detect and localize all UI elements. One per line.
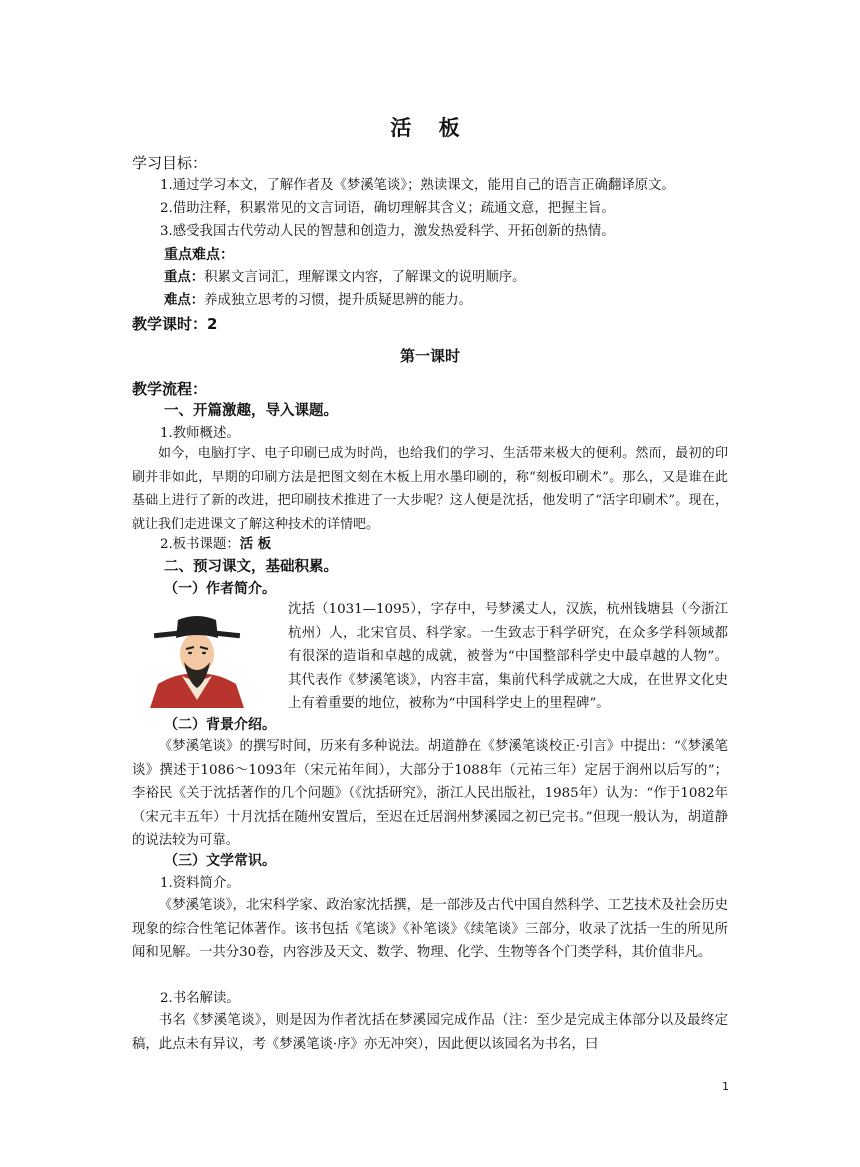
literature-sub2: 2.书名解读。 [160,991,240,1006]
literature-paragraph-1: 《梦溪笔谈》，北宋科学家、政治家沈括撰，是一部涉及古代中国自然科学、工艺技术及社会历史现象的综合性笔记体著作。该书包括《笔谈》《补笔谈》《续笔谈》三部分，收录了沈括一生的所见所闻和见解。一共分30卷，内容涉及天文、数学、物理、化学、生物等各个门类学科，其价值非凡。 [132,898,728,960]
section1-sub1: 1.教师概述。 [160,426,240,441]
key-points-heading: 重点难点： [164,247,234,263]
literature-sub1: 1.资料简介。 [160,876,240,891]
author-bio-paragraph [288,598,728,716]
key-point-text: 积累文言词汇，理解课文内容，了解课文的说明顺序。 [204,270,526,285]
teaching-hours-label: 教学课时： [132,315,208,333]
objective-item-3: 3.感受我国古代劳动人民的智慧和创造力，激发热爱科学、开拓创新的热情。 [160,224,615,239]
shen-kuo-portrait-image [148,608,246,708]
section2-heading: 二、预习课文，基础积累。 [164,559,338,575]
literature-heading: （三）文学常识。 [164,853,276,869]
author-heading: （一）作者简介。 [164,581,276,597]
objective-item-1: 1.通过学习本文，了解作者及《梦溪笔谈》；熟读课文，能用自己的语言正确翻译原文。 [160,178,675,193]
literature-paragraph-2: 书名《梦溪笔谈》，则是因为作者沈括在梦溪园完成作品（注：至少是完成主体部分以及最终定稿，此点未有异议，考《梦溪笔谈·序》亦无冲突），因此便以该园名为书名，曰 [132,1013,728,1052]
difficulty-text: 养成独立思考的习惯，提升质疑思辨的能力。 [204,293,472,308]
lesson-title: 第一课时 [399,347,460,365]
process-heading: 教学流程： [132,380,208,398]
section1-sub2-value: 活 板 [239,537,272,552]
teaching-hours-value: 2 [207,315,218,333]
section1-sub2 [160,535,271,555]
teaching-hours [132,313,217,334]
difficulty-label: 难点： [164,293,205,308]
key-point-label: 重点： [164,270,205,285]
page-number: 1 [722,1080,729,1093]
objective-item-2: 2.借助注释，积累常见的文言词语，确切理解其含义；疏通文意，把握主旨。 [160,201,615,216]
author-bio-text: 沈括（1031—1095），字存中，号梦溪丈人，汉族，杭州钱塘县（今浙江杭州）人，北宋官员、科学家。一生致志于科学研究，在众多学科领域都有很深的造诣和卓越的成就，被誉为“中国整部科学史中最卓越的人物”。其代表作《梦溪笔谈》，内容丰富，集前代科学成就之大成，在世界文化史上有着重要的地位，被称为“中国科学史上的里程碑”。 [288,602,728,711]
difficulty-line [164,291,472,311]
page-title: 活 板 [390,116,470,140]
section1-intro-paragraph: 如今，电脑打字、电子印刷已成为时尚，也给我们的学习、生活带来极大的便利。然而，最初的印刷并非如此，早期的印刷方法是把图文刻在木板上用水墨印刷的，称“刻板印刷术”。那么，又是谁在此基础上进行了新的改进，把印刷技术推进了一大步呢？这人便是沈括，他发明了“活字印刷术”。现在，就让我们走进课文了解这种技术的详情吧。 [132,446,728,532]
objectives-heading: 学习目标： [132,154,208,172]
section1-sub2-label: 2.板书课题： [160,537,240,552]
background-heading: （二）背景介绍。 [164,717,276,733]
background-paragraph: 《梦溪笔谈》的撰写时间，历来有多种说法。胡道静在《梦溪笔谈校正·引言》中提出：“《梦溪笔谈》撰述于1086～1093年（宋元祐年间），大部分于1088年（元祐三年）定居于润州以后写的”；李裕民《关于沈括著作的几个问题》（《沈括研究》，浙江人民出版社，1985年）认为：“作于1082年（宋元丰五年）十月沈括在随州安置后，至迟在迁居润州梦溪园之初已完书。”但现一般认为，胡道静的说法较为可靠。 [132,739,728,848]
section1-heading: 一、开篇激趣，导入课题。 [164,403,338,419]
key-point-line [164,268,526,288]
